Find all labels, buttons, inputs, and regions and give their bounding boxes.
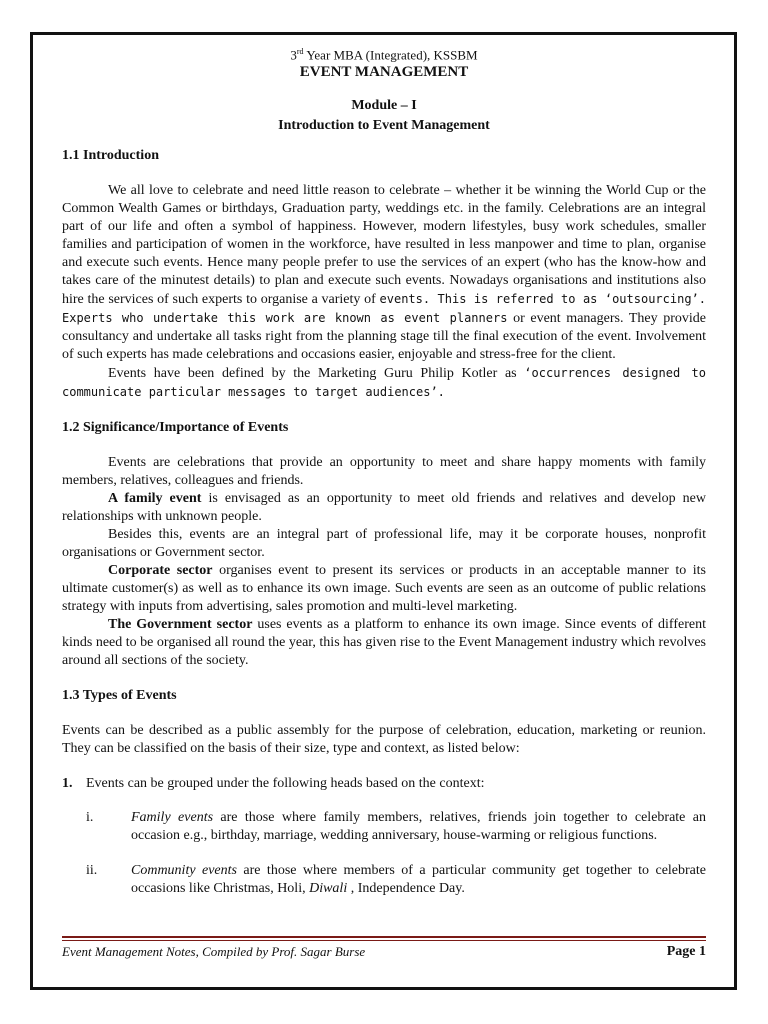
page-number: Page 1 — [666, 944, 706, 959]
document-title: EVENT MANAGEMENT — [299, 64, 469, 81]
significance-paragraph-1: Events are celebrations that provide an opportunity to meet and share happy moments with family members, relatives, colleagues and friends. — [62, 455, 706, 489]
sub-item-family-events: i. Family events are those where family members, relatives, friends join together to celebrate an occasion e.g., birthday, marriage, wedding anniversary, house-warming or religious functions. — [86, 810, 706, 844]
section-heading-1-3: 1.3 Types of Events — [62, 688, 177, 704]
footer-credit: Event Management Notes, Compiled by Prof. Sagar Burse — [62, 944, 366, 959]
document-body — [62, 44, 706, 898]
list-item-1: 1. Events can be grouped under the following heads based on the context: — [62, 776, 485, 792]
intro-paragraph: We all love to celebrate and need little reason to celebrate – whether it be winning the World Cup or the Common Wealth Games or birthdays, Graduation party, weddings etc. in the family. Celebrations are an integral part of our life and often a symbol of happiness. However, modern lifestyles, busy work schedules, smaller families and participation of women in the workforce, have resulted in less manpower and time to plan, organise and execute such events. Hence many people prefer to use the services of an expert (who has the know-how and takes care of the minutest details) to plan and execute such events. Nowadays organisations and institutions also hire the services of such experts to organise a variety of events. This is referred to as ‘outsourcing’. Experts who undertake this work are known as event planners or event managers. They provide consultancy and undertake all tasks right from the planning stage till the final execution of the event. Involvement of such experts has made celebrations and occasions easier, enjoyable and stress-free for the client. — [62, 183, 707, 363]
corporate-sector-paragraph: Corporate sector organises event to present its services or products in an acceptable manner to its ultimate customer(s) as well as to enhance its own image. Such events are seen as an outcome of public relations strategy with inputs from advertising, sales promotion and multi-level marketing. — [62, 563, 707, 615]
types-intro-paragraph: Events can be described as a public assembly for the purpose of celebration, education, marketing or reunion. They can be classified on the basis of their size, type and context, as listed below: — [62, 723, 706, 757]
module-subtitle: Introduction to Event Management — [278, 118, 490, 134]
footer-rule — [62, 936, 706, 941]
document-header — [62, 44, 706, 135]
kotler-definition: Events have been defined by the Marketing Guru Philip Kotler as ‘occurrences designed to communicate particular messages to target audiences’. — [62, 366, 707, 400]
government-sector-paragraph: The Government sector uses events as a platform to enhance its own image. Since events of different kinds need to be organised all round the year, this has given rise to the Event Management industry which revolves around all sections of the society. — [62, 617, 706, 669]
course-line: 3rd Year MBA (Integrated), KSSBM — [290, 47, 478, 63]
module-label: Module – I — [351, 98, 417, 114]
sub-item-community-events: ii. Community events are those where members of a particular community get together to celebrate occasions like Christmas, Holi, Diwali , Independence Day. — [86, 863, 706, 897]
section-heading-1-1: 1.1 Introduction — [62, 148, 159, 164]
section-heading-1-2: 1.2 Significance/Importance of Events — [62, 420, 289, 436]
family-event-paragraph: A family event is envisaged as an opportunity to meet old friends and relatives and develop new relationships with unknown people. — [62, 491, 706, 525]
professional-life-paragraph: Besides this, events are an integral part of professional life, may it be corporate houses, nonprofit organisations or Government sector. — [62, 527, 706, 561]
